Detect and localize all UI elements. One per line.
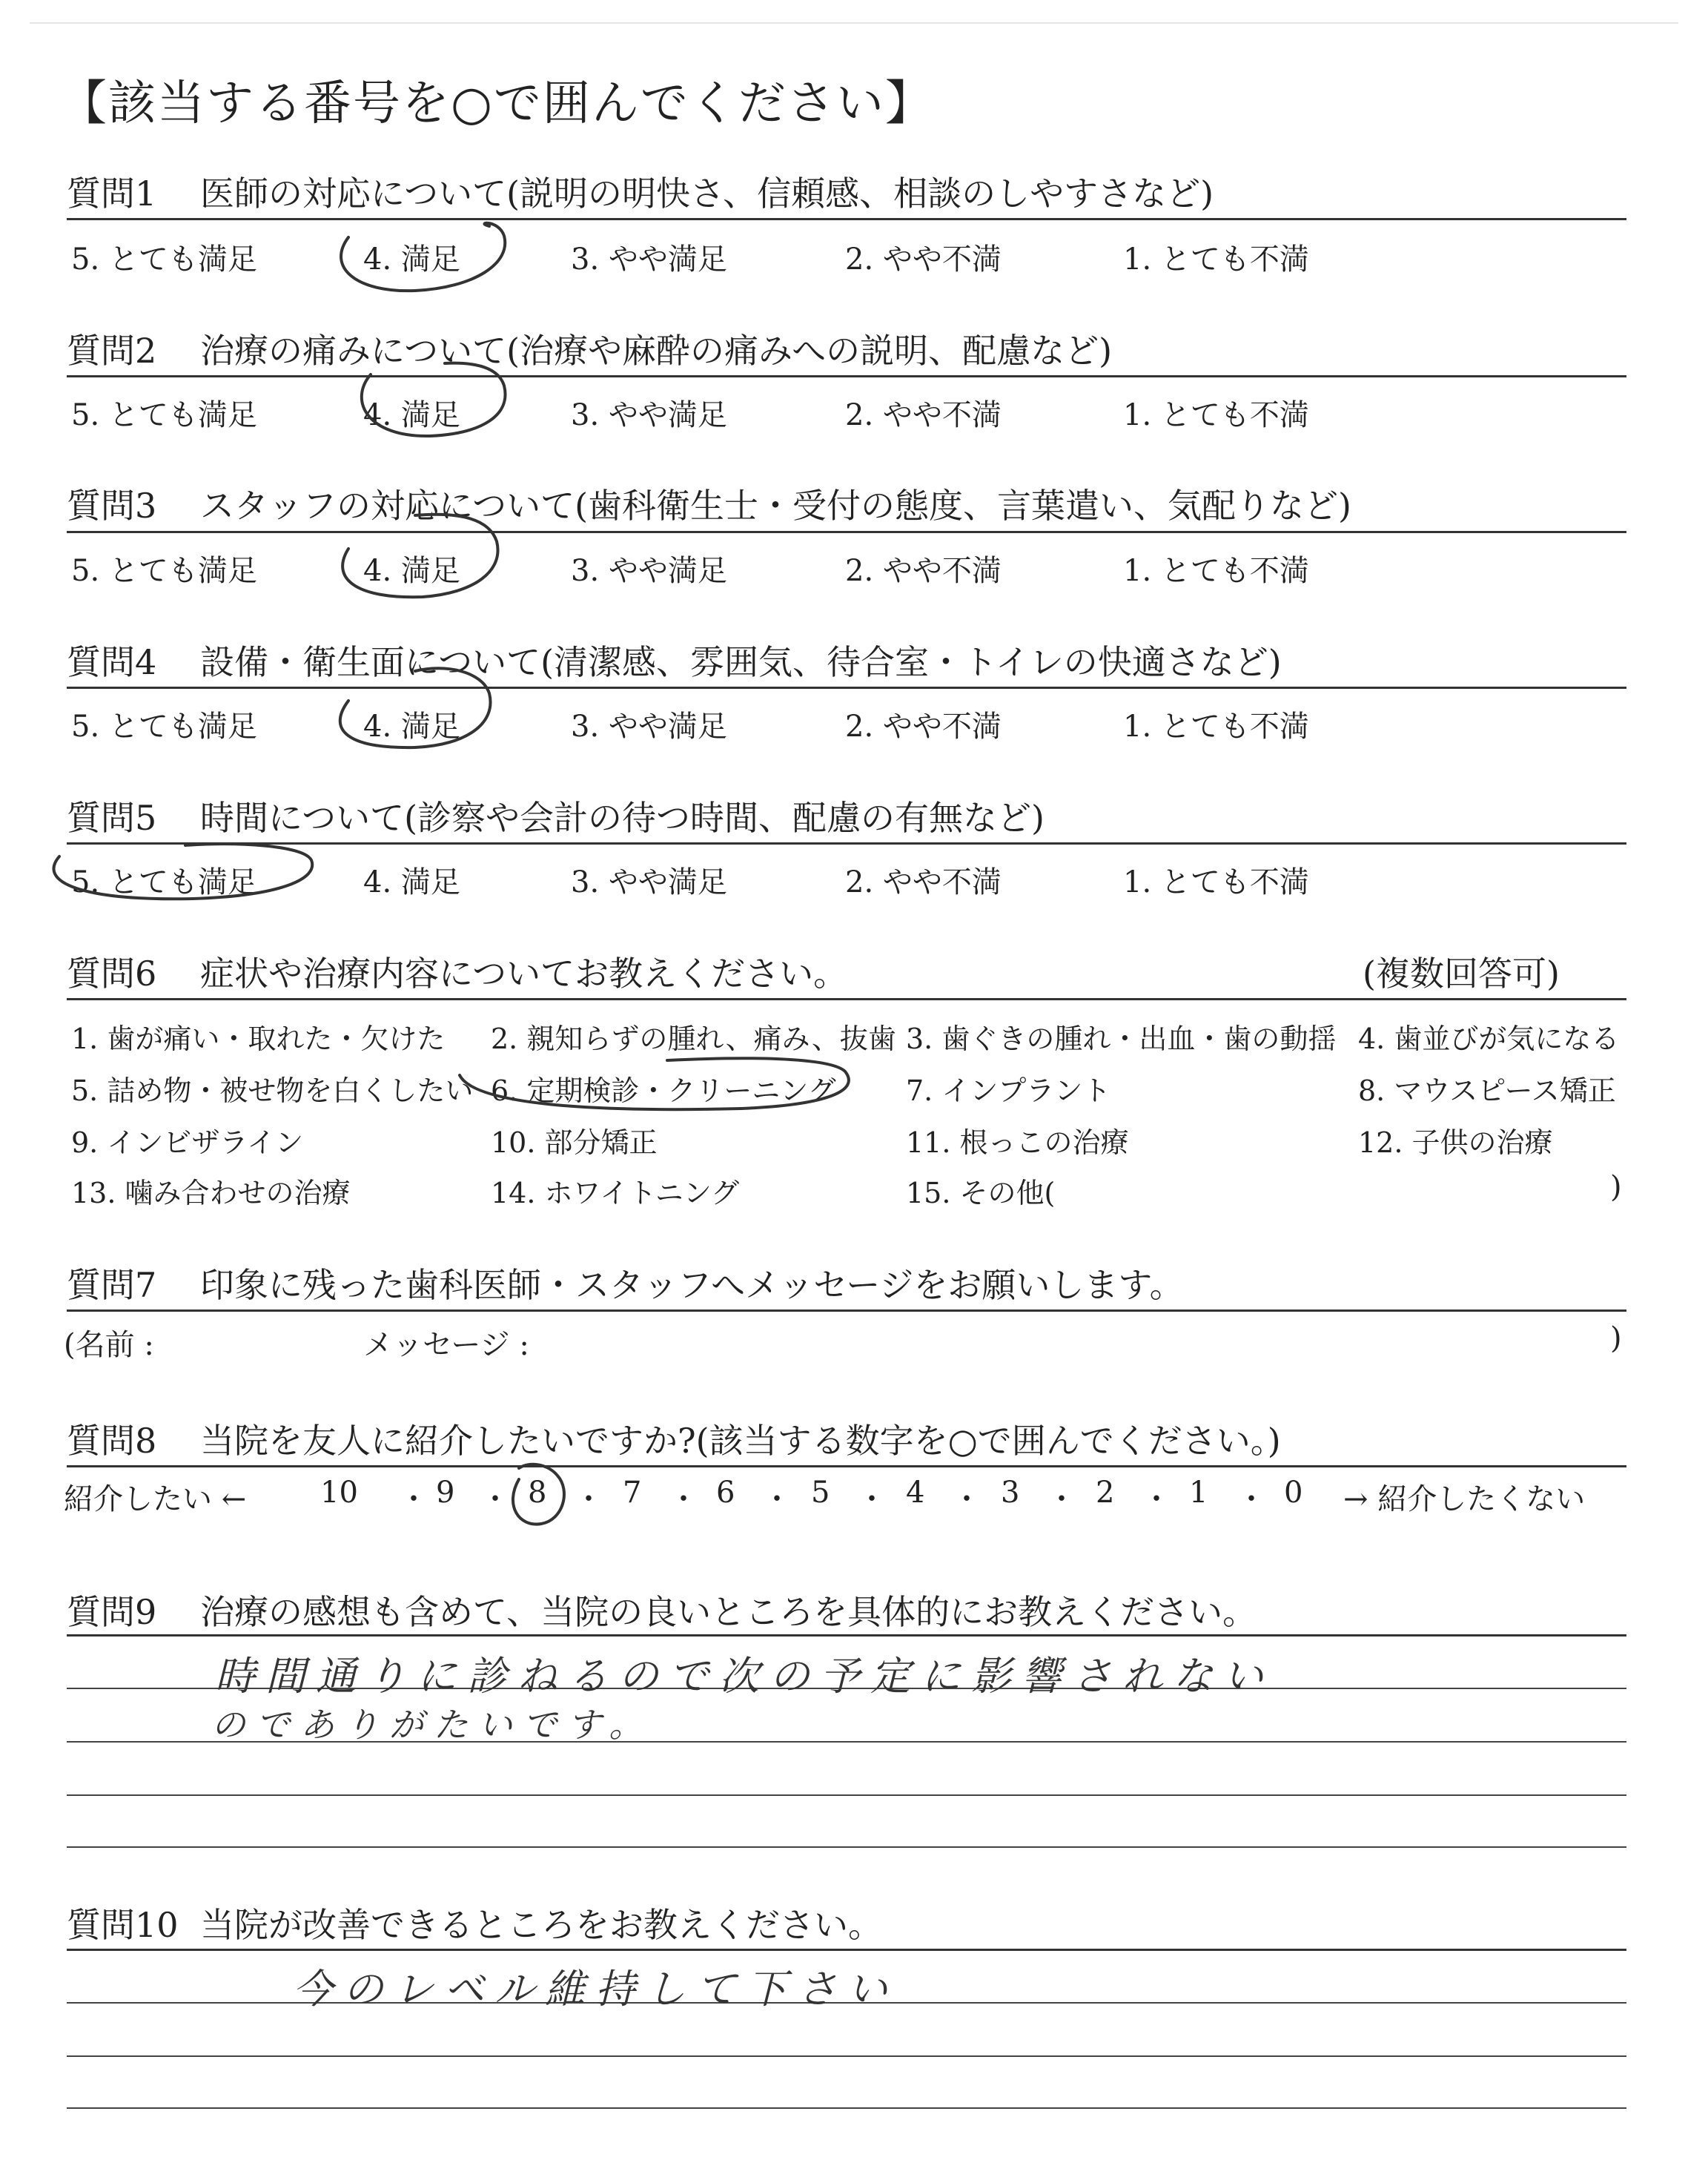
question-3-rule — [67, 531, 1626, 533]
q6-item-1[interactable]: 1. 歯が痛い・取れた・欠けた — [71, 1023, 446, 1055]
q5-option-1[interactable]: 1. とても不満 — [1123, 865, 1309, 899]
question-4-text: 設備・衛生面について(清潔感、雰囲気、待合室・トイレの快適さなど) — [200, 642, 1282, 682]
question-1-text: 医師の対応について(説明の明快さ、信頼感、相談のしやすさなど) — [200, 174, 1214, 214]
question-6-text: 症状や治療内容についてお教えください。 — [200, 954, 848, 994]
q3-option-1[interactable]: 1. とても不満 — [1123, 554, 1309, 588]
question-2-rule — [67, 375, 1626, 377]
question-3-number: 質問3 — [67, 486, 157, 526]
q3-option-5[interactable]: 5. とても満足 — [71, 554, 257, 588]
q1-option-2[interactable]: 2. やや不満 — [845, 242, 1002, 277]
question-5-title — [67, 791, 1045, 840]
question-10-number: 質問10 — [67, 1905, 179, 1945]
q8-scale-dot: ・ — [1142, 1482, 1171, 1516]
q8-scale-5[interactable]: 5 — [811, 1476, 830, 1510]
q6-item-4[interactable]: 4. 歯並びが気になる — [1358, 1023, 1620, 1055]
question-1-title — [67, 167, 1214, 216]
q8-scale-2[interactable]: 2 — [1096, 1476, 1115, 1510]
question-2-title — [67, 324, 1112, 373]
q6-item-5[interactable]: 5. 詰め物・被せ物を白くしたい — [71, 1074, 474, 1107]
q3-option-4[interactable]: 4. 満足 — [363, 554, 460, 588]
q8-scale-7[interactable]: 7 — [623, 1476, 642, 1510]
question-6-note: (複数回答可) — [1363, 954, 1560, 994]
q6-item-15[interactable]: 15. その他( — [906, 1177, 1056, 1209]
q7-close-paren: ) — [1610, 1321, 1622, 1355]
q8-right-label: → 紹介したくない — [1343, 1482, 1586, 1516]
question-9-text: 治療の感想も含めて、当院の良いところを具体的にお教えください。 — [200, 1592, 1257, 1632]
question-2-number: 質問2 — [67, 331, 157, 371]
q1-option-3[interactable]: 3. やや満足 — [571, 242, 727, 277]
q10-answer-line — [67, 2055, 1626, 2057]
question-2-text: 治療の痛みについて(治療や麻酔の痛みへの説明、配慮など) — [200, 331, 1113, 371]
top-edge-line — [30, 22, 1678, 24]
q7-message-label: メッセージ : — [363, 1328, 529, 1362]
q6-item-15-close: ) — [1610, 1170, 1622, 1204]
q8-scale-dot: ・ — [480, 1482, 510, 1516]
q8-scale-dot: ・ — [1237, 1482, 1266, 1516]
q2-option-4[interactable]: 4. 満足 — [363, 398, 460, 432]
q8-scale-dot: ・ — [1047, 1482, 1076, 1516]
q1-option-4[interactable]: 4. 満足 — [363, 242, 460, 277]
q6-item-7[interactable]: 7. インプラント — [906, 1074, 1111, 1107]
question-7-title — [67, 1258, 1184, 1307]
question-9-title — [67, 1585, 1257, 1634]
question-4-title — [67, 635, 1282, 684]
q5-option-5[interactable]: 5. とても満足 — [71, 865, 257, 899]
q6-item-6[interactable]: 6. 定期検診・クリーニング — [491, 1074, 836, 1107]
question-5-rule — [67, 842, 1626, 845]
q8-scale-10[interactable]: 10 — [320, 1476, 358, 1510]
question-4-rule — [67, 687, 1626, 689]
q6-item-12[interactable]: 12. 子供の治療 — [1358, 1126, 1553, 1159]
q8-scale-1[interactable]: 1 — [1189, 1476, 1208, 1510]
question-10-text: 当院が改善できるところをお教えください。 — [200, 1905, 882, 1945]
question-3-title — [67, 479, 1351, 528]
q3-option-2[interactable]: 2. やや不満 — [845, 554, 1002, 588]
q9-answer-line — [67, 1794, 1626, 1796]
question-8-title — [67, 1414, 1281, 1463]
q2-option-3[interactable]: 3. やや満足 — [571, 398, 727, 432]
question-5-number: 質問5 — [67, 798, 157, 838]
q5-option-4[interactable]: 4. 満足 — [363, 865, 460, 899]
q1-option-5[interactable]: 5. とても満足 — [71, 242, 257, 277]
form-title: 【該当する番号を○で囲んでください】 — [59, 76, 934, 131]
q8-scale-dot: ・ — [574, 1482, 603, 1516]
q4-option-1[interactable]: 1. とても不満 — [1123, 710, 1309, 744]
q8-left-label: 紹介したい ← — [64, 1482, 247, 1516]
question-1-rule — [67, 218, 1626, 220]
q6-item-2[interactable]: 2. 親知らずの腫れ、痛み、抜歯 — [491, 1023, 896, 1055]
q2-option-5[interactable]: 5. とても満足 — [71, 398, 257, 432]
question-6-number: 質問6 — [67, 954, 157, 994]
q8-scale-8[interactable]: 8 — [528, 1476, 547, 1510]
q8-scale-dot: ・ — [399, 1482, 428, 1516]
q8-scale-9[interactable]: 9 — [436, 1476, 455, 1510]
q8-scale-dot: ・ — [762, 1482, 792, 1516]
q9-handwritten-answer-line-2: のでありがたいです。 — [211, 1705, 654, 1745]
q6-item-11[interactable]: 11. 根っこの治療 — [906, 1126, 1129, 1159]
q4-option-2[interactable]: 2. やや不満 — [845, 710, 1002, 744]
q1-option-1[interactable]: 1. とても不満 — [1123, 242, 1309, 277]
q4-option-4[interactable]: 4. 満足 — [363, 710, 460, 744]
question-4-number: 質問4 — [67, 642, 157, 682]
q9-answer-line — [67, 1846, 1626, 1848]
q4-option-5[interactable]: 5. とても満足 — [71, 710, 257, 744]
question-1-number: 質問1 — [67, 174, 157, 214]
question-10-title — [67, 1898, 882, 1947]
q8-scale-4[interactable]: 4 — [906, 1476, 925, 1510]
question-7-rule — [67, 1309, 1626, 1312]
q10-answer-line — [67, 2107, 1626, 2109]
q6-item-13[interactable]: 13. 噛み合わせの治療 — [71, 1177, 351, 1209]
q6-item-3[interactable]: 3. 歯ぐきの腫れ・出血・歯の動揺 — [906, 1023, 1337, 1055]
question-6-rule — [67, 998, 1626, 1000]
q8-scale-6[interactable]: 6 — [716, 1476, 735, 1510]
question-3-text: スタッフの対応について(歯科衛生士・受付の態度、言葉遣い、気配りなど) — [200, 486, 1351, 526]
q2-option-2[interactable]: 2. やや不満 — [845, 398, 1002, 432]
q6-item-14[interactable]: 14. ホワイトニング — [491, 1177, 740, 1209]
q6-item-9[interactable]: 9. インビザライン — [71, 1126, 304, 1159]
q5-option-3[interactable]: 3. やや満足 — [571, 865, 727, 899]
q5-option-2[interactable]: 2. やや不満 — [845, 865, 1002, 899]
q8-scale-dot: ・ — [669, 1482, 698, 1516]
q10-handwritten-answer: 今のレベル維持して下さい — [293, 1966, 898, 2012]
q6-item-8[interactable]: 8. マウスピース矯正 — [1358, 1074, 1616, 1107]
q7-name-label: (名前 : — [64, 1328, 154, 1362]
q2-option-1[interactable]: 1. とても不満 — [1123, 398, 1309, 432]
q8-scale-3[interactable]: 3 — [1001, 1476, 1020, 1510]
question-8-rule — [67, 1465, 1626, 1467]
question-9-number: 質問9 — [67, 1592, 157, 1632]
question-7-number: 質問7 — [67, 1265, 157, 1305]
q6-item-10[interactable]: 10. 部分矯正 — [491, 1126, 658, 1159]
q4-option-3[interactable]: 3. やや満足 — [571, 710, 727, 744]
question-5-text: 時間について(診察や会計の待つ時間、配慮の有無など) — [200, 798, 1045, 838]
question-7-text: 印象に残った歯科医師・スタッフへメッセージをお願いします。 — [200, 1265, 1184, 1305]
question-10-rule — [67, 1949, 1626, 1951]
q8-scale-0[interactable]: 0 — [1284, 1476, 1303, 1510]
q9-handwritten-answer-line-1: 時間通りに診ねるので次の予定に影響されない — [215, 1653, 1274, 1700]
q8-scale-dot: ・ — [857, 1482, 887, 1516]
q3-option-3[interactable]: 3. やや満足 — [571, 554, 727, 588]
question-9-rule — [67, 1634, 1626, 1636]
question-6-title — [67, 947, 847, 996]
question-8-number: 質問8 — [67, 1421, 157, 1461]
q8-scale-dot: ・ — [952, 1482, 982, 1516]
question-8-text: 当院を友人に紹介したいですか?(該当する数字を○で囲んでください。) — [200, 1421, 1281, 1461]
